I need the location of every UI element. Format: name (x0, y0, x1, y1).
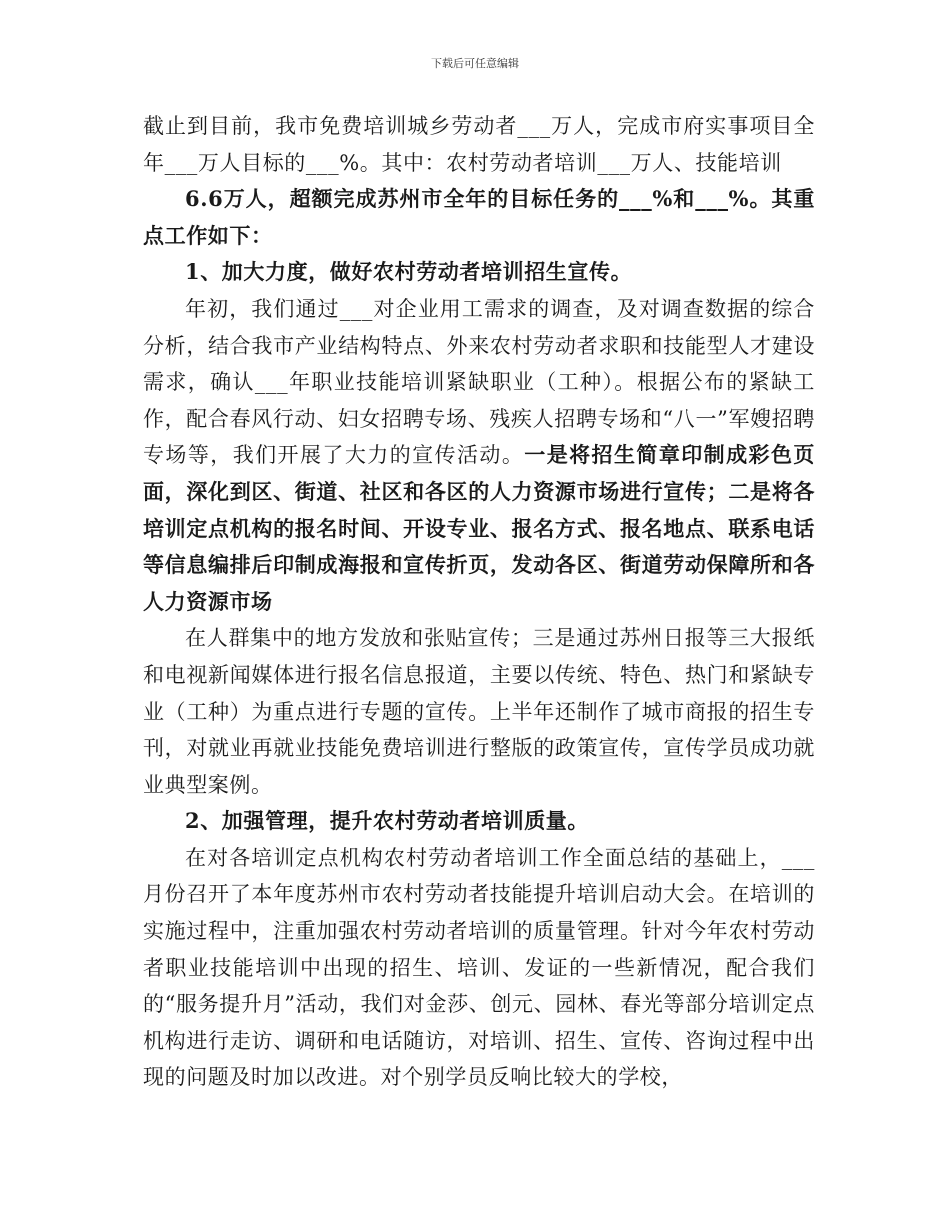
document-body (143, 108, 815, 1096)
publicity-bold-text: 一是将招生简章印制成彩色页面，深化到区、街道、社区和各区的人力资源市场进行宣传；二是将各培训定点机构的报名时间、开设专业、报名方式、报名地点、联系电话等信息编排后印制成海报和宣传折页，发动各区、街道劳动保障所和各人力资源市场 (143, 442, 815, 614)
paragraph-publicity (143, 291, 815, 620)
section-heading-publicity: 1、加大力度，做好农村劳动者培训招生宣传。 (185, 259, 633, 285)
paragraph-management: 在对各培训定点机构农村劳动者培训工作全面总结的基础上，___月份召开了本年度苏州市农村劳动者技能提升培训启动大会。在培训的实施过程中，注重加强农村劳动者培训的质量管理。针对今年农村劳动者职业技能培训中出现的招生、培训、发证的一些新情况，配合我们的“服务提升月”活动，我们对金莎、创元、园林、春光等部分培训定点机构进行走访、调研和电话随访，对培训、招生、宣传、咨询过程中出现的问题及时加以改进。对个别学员反响比较大的学校， (143, 845, 815, 1090)
paragraph-completion: 6.6万人，超额完成苏州市全年的目标任务的___%和___%。其重点工作如下： (143, 186, 815, 248)
section-heading-management: 2、加强管理，提升农村劳动者培训质量。 (185, 808, 590, 834)
paragraph-media: 在人群集中的地方发放和张贴宣传；三是通过苏州日报等三大报纸和电视新闻媒体进行报名信息报道，主要以传统、特色、热门和紧缺专业（工种）为重点进行专题的宣传。上半年还制作了城市商报的招生专刊，对就业再就业技能免费培训进行整版的政策宣传，宣传学员成功就业典型案例。 (143, 626, 815, 797)
publicity-text: 年初，我们通过___对企业用工需求的调查，及对调查数据的综合分析，结合我市产业结构特点、外来农村劳动者求职和技能型人才建设需求，确认___年职业技能培训紧缺职业（工种）。根据公布的紧缺工作，配合春风行动、妇女招聘专场、残疾人招聘专场和“八一”军嫂招聘专场等，我们开展了大力的宣传活动。 (143, 296, 815, 468)
paragraph-summary: 截止到目前，我市免费培训城乡劳动者___万人，完成市府实事项目全年___万人目标的___%。其中：农村劳动者培训___万人、技能培训 (143, 114, 815, 175)
page-header: 下载后可任意编辑 (431, 57, 519, 70)
